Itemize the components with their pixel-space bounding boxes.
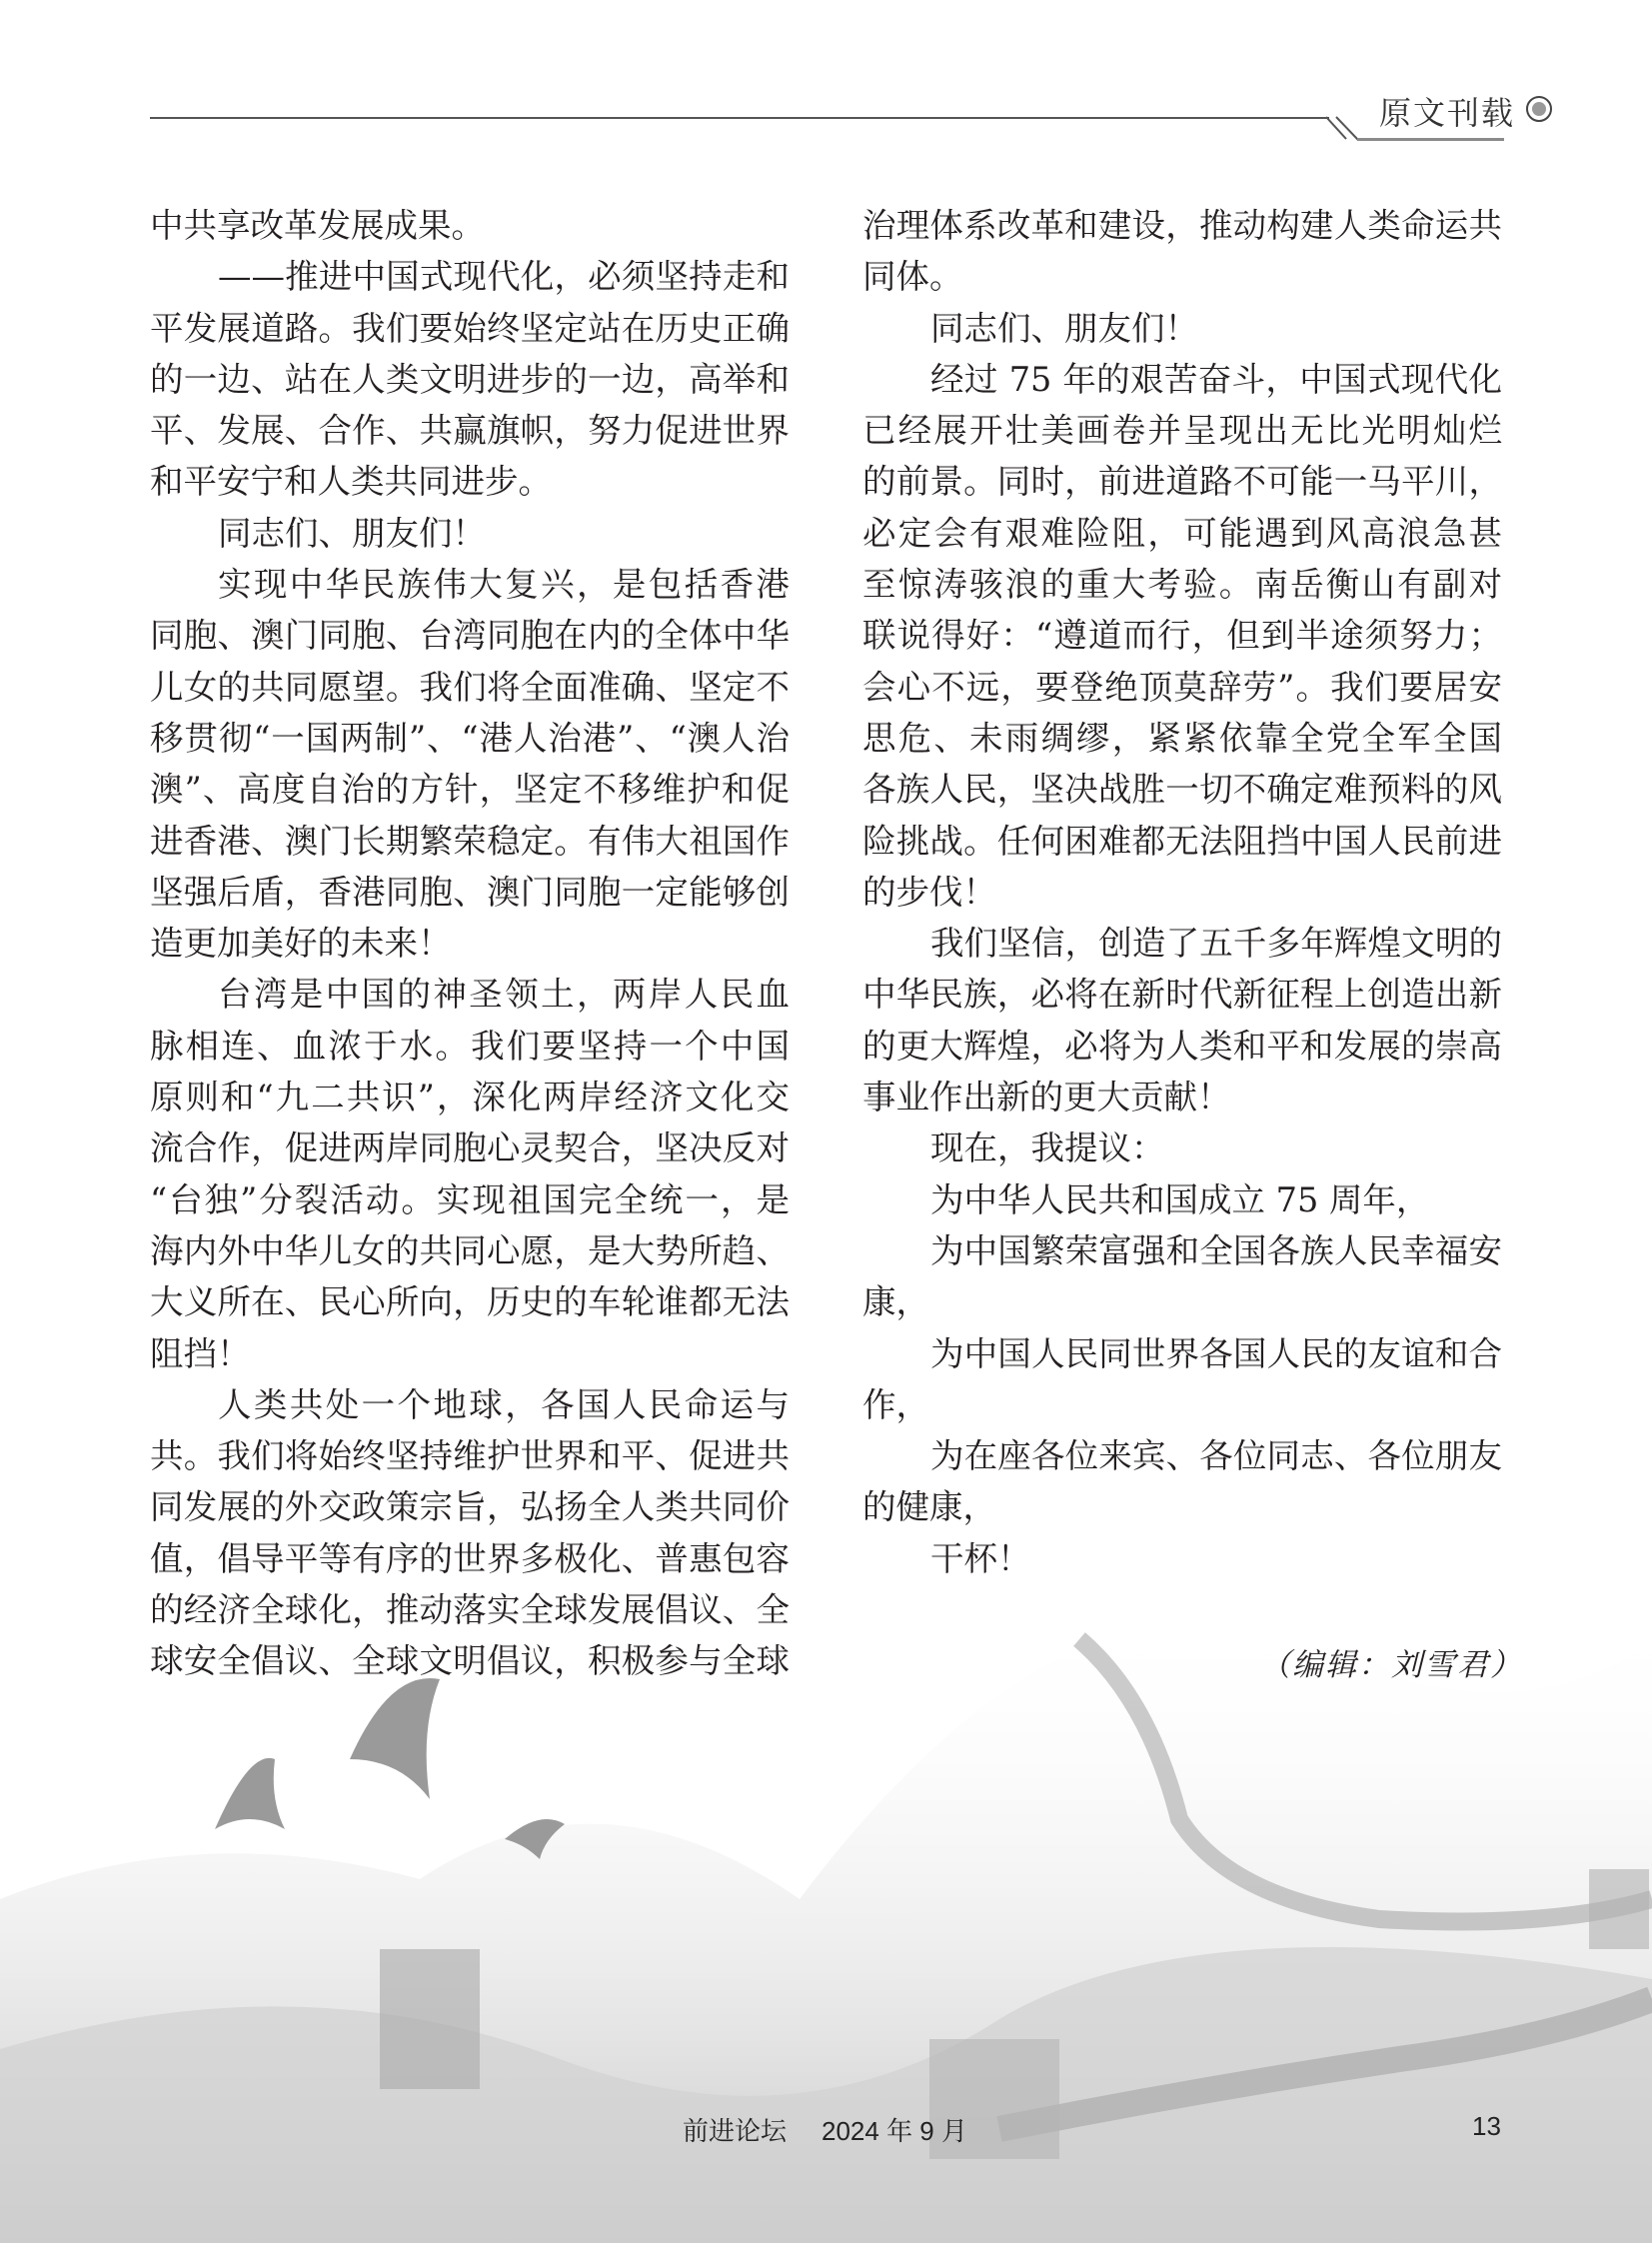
text-line: 同发展的外交政策宗旨，弘扬全人类共同价	[150, 1487, 790, 1527]
text-line: 各族人民，坚决战胜一切不确定难预料的风	[862, 770, 1502, 810]
text-line: 儿女的共同愿望。我们将全面准确、坚定不	[150, 667, 790, 707]
text-line: 的更大辉煌，必将为人类和平和发展的崇高	[862, 1026, 1502, 1066]
text-line: 为中国人民同世界各国人民的友谊和合	[930, 1333, 1502, 1373]
text-line: 台湾是中国的神圣领土，两岸人民血	[218, 975, 790, 1015]
bird-icon	[215, 1678, 565, 1859]
text-line: 同体。	[862, 257, 963, 297]
text-line: 的经济全球化，推动落实全球发展倡议、全	[150, 1590, 790, 1630]
text-line: 为中华人民共和国成立 75 周年，	[930, 1179, 1430, 1219]
text-line: 的步伐！	[862, 872, 996, 912]
text-line: 会心不远，要登绝顶莫辞劳”。我们要居安	[862, 667, 1502, 707]
text-line: 人类共处一个地球，各国人民命运与	[218, 1384, 790, 1424]
section-title-underline	[1357, 138, 1504, 141]
paragraph	[862, 1122, 1502, 1173]
text-line: 至惊涛骇浪的重大考验。南岳衡山有副对	[862, 565, 1502, 605]
paragraph	[862, 1328, 1502, 1431]
header-rule	[150, 117, 1329, 119]
paragraph	[862, 1225, 1502, 1328]
text-line: 造更加美好的未来！	[150, 924, 452, 964]
text-line: 大义所在、民心所向，历史的车轮谁都无法	[150, 1282, 790, 1322]
text-line: 同志们、朋友们！	[930, 308, 1198, 348]
paragraph	[862, 354, 1502, 918]
footer-issue-date: 2024 年 9 月	[822, 2116, 967, 2146]
text-line: 我们坚信，创造了五千多年辉煌文明的	[930, 924, 1502, 964]
text-line: 原则和“九二共识”，深化两岸经济文化交	[150, 1078, 790, 1118]
text-line: 已经展开壮美画卷并呈现出无比光明灿烂	[862, 411, 1502, 451]
target-circle-icon	[1526, 96, 1552, 122]
text-line: 为在座各位来宾、各位同志、各位朋友	[930, 1436, 1502, 1476]
text-line: 脉相连、血浓于水。我们要坚持一个中国	[150, 1026, 790, 1066]
paragraph	[150, 969, 790, 1378]
text-line: 的一边、站在人类文明进步的一边，高举和	[150, 359, 790, 399]
paragraph	[150, 1379, 790, 1687]
text-line: 的健康，	[862, 1487, 996, 1527]
text-line: 的前景。同时，前进道路不可能一马平川，	[862, 462, 1502, 502]
text-line: 现在，我提议：	[930, 1128, 1165, 1168]
text-line: 思危、未雨绸缪，紧紧依靠全党全军全国	[862, 718, 1502, 758]
text-line: 中华民族，必将在新时代新征程上创造出新	[862, 975, 1502, 1015]
paragraph	[862, 1430, 1502, 1533]
text-line: 同志们、朋友们！	[218, 513, 486, 553]
text-line: 中共享改革发展成果。	[150, 206, 485, 245]
paragraph	[862, 918, 1502, 1122]
text-line: 澳”、高度自治的方针，坚定不移维护和促	[150, 770, 790, 810]
text-line: 平、发展、合作、共赢旗帜，努力促进世界	[150, 411, 790, 451]
paragraph	[862, 303, 1502, 354]
footer-journal-name: 前进论坛	[683, 2116, 788, 2146]
text-line: 球安全倡议、全球文明倡议，积极参与全球	[150, 1641, 790, 1681]
paragraph	[150, 508, 790, 559]
text-line: 联说得好：“遵道而行，但到半途须努力；	[862, 616, 1502, 656]
text-line: 值，倡导平等有序的世界多极化、普惠包容	[150, 1538, 790, 1578]
paragraph	[862, 1174, 1502, 1225]
text-line: 同胞、澳门同胞、台湾同胞在内的全体中华	[150, 616, 790, 656]
text-line: 经过 75 年的艰苦奋斗，中国式现代化	[930, 359, 1502, 399]
text-line: 作，	[862, 1384, 929, 1424]
text-line: 坚强后盾，香港同胞、澳门同胞一定能够创	[150, 872, 790, 912]
text-line: 治理体系改革和建设，推动构建人类命运共	[862, 206, 1502, 245]
text-line: 事业作出新的更大贡献！	[862, 1078, 1231, 1118]
text-line: 干杯！	[930, 1538, 1031, 1578]
text-line: 为中国繁荣富强和全国各族人民幸福安	[930, 1230, 1502, 1270]
text-line: 共。我们将始终坚持维护世界和平、促进共	[150, 1436, 790, 1476]
paragraph	[150, 200, 790, 251]
text-line: ——推进中国式现代化，必须坚持走和	[218, 257, 790, 297]
section-title: 原文刊载	[1379, 94, 1516, 132]
page-number: 13	[1472, 2111, 1501, 2141]
paragraph	[862, 200, 1502, 303]
text-line: 平发展道路。我们要始终坚定站在历史正确	[150, 308, 790, 348]
paragraph	[150, 251, 790, 507]
editor-note: （编辑：刘雪君）	[1259, 1647, 1523, 1683]
text-line: “台独”分裂活动。实现祖国完全统一，是	[150, 1179, 790, 1219]
paragraph	[862, 1533, 1502, 1584]
paragraph	[150, 559, 790, 969]
text-line: 阻挡！	[150, 1333, 251, 1373]
right-text-column	[862, 200, 1502, 1584]
text-line: 险挑战。任何困难都无法阻挡中国人民前进	[862, 821, 1502, 861]
text-line: 海内外中华儿女的共同心愿，是大势所趋、	[150, 1230, 790, 1270]
text-line: 进香港、澳门长期繁荣稳定。有伟大祖国作	[150, 821, 790, 861]
text-line: 移贯彻“一国两制”、“港人治港”、“澳人治	[150, 718, 790, 758]
text-line: 必定会有艰难险阻，可能遇到风高浪急甚	[862, 513, 1502, 553]
text-line: 流合作，促进两岸同胞心灵契合，坚决反对	[150, 1128, 790, 1168]
left-text-column	[150, 200, 790, 1687]
text-line: 康，	[862, 1282, 929, 1322]
text-line: 实现中华民族伟大复兴，是包括香港	[218, 565, 790, 605]
text-line: 和平安宁和人类共同进步。	[150, 462, 552, 502]
